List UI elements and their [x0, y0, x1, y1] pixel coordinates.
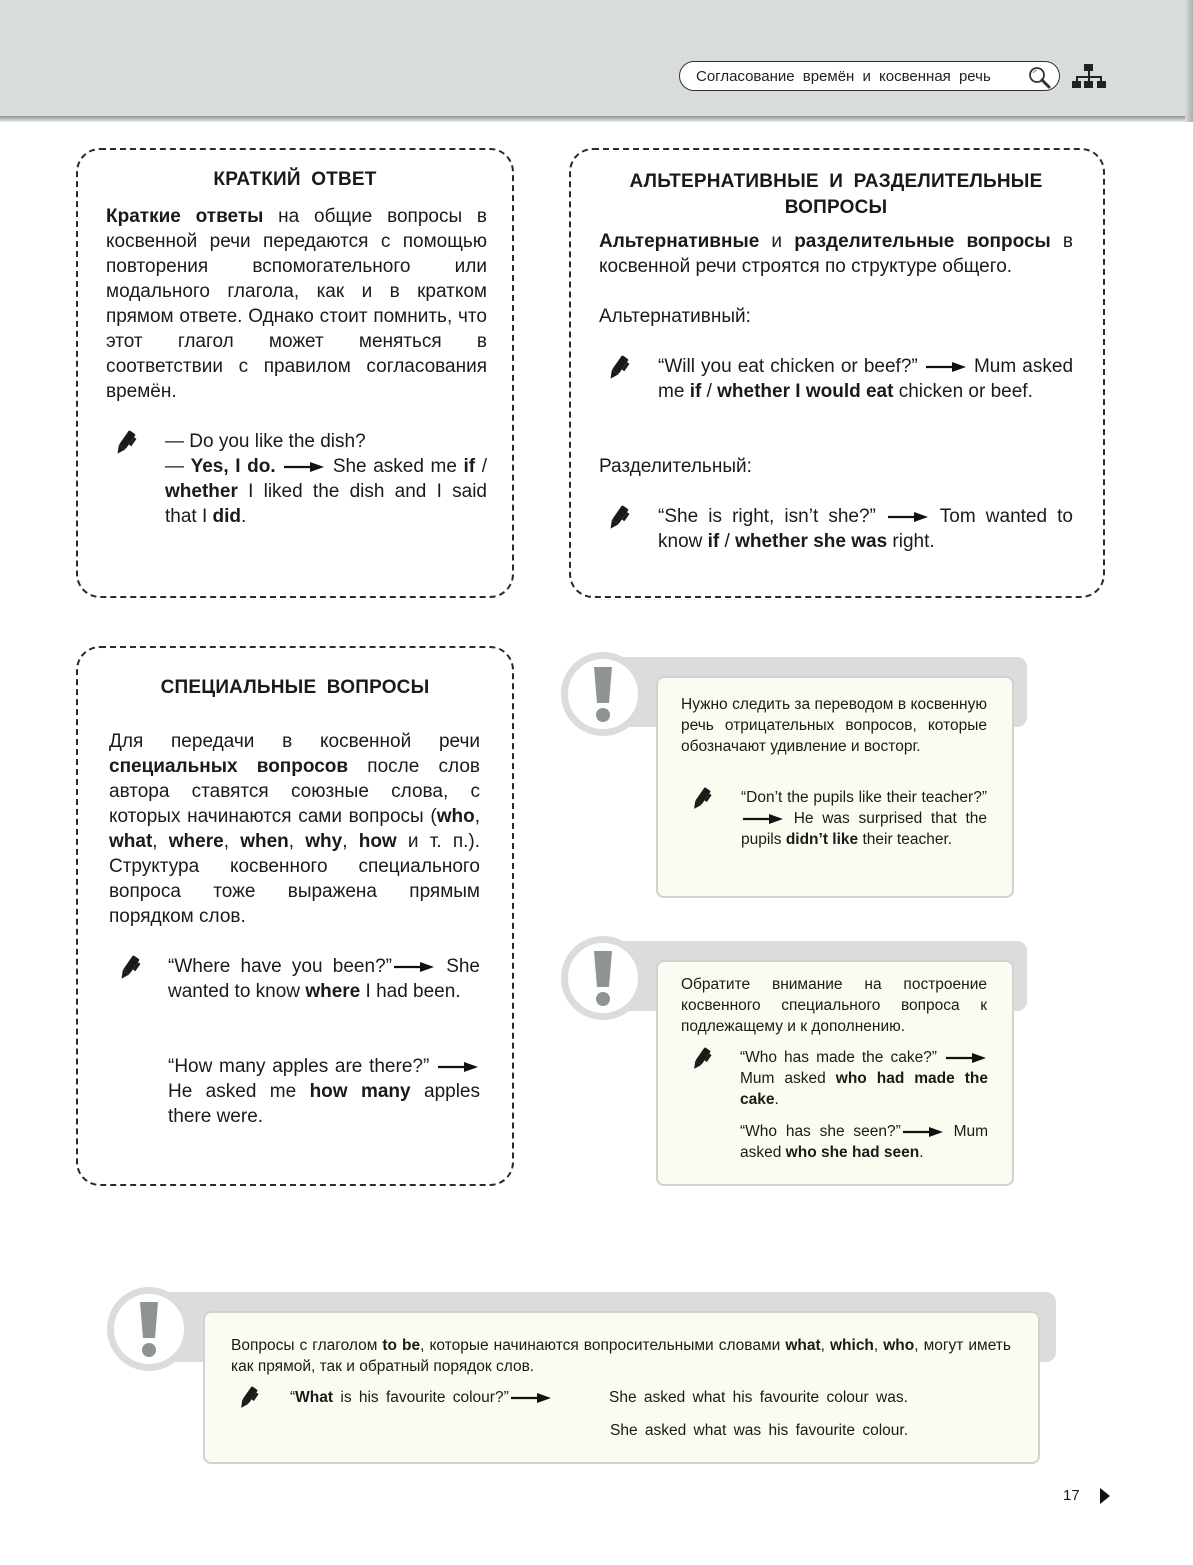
next-page-icon[interactable]	[1100, 1488, 1110, 1504]
pen-icon	[112, 428, 138, 458]
page-number: 17	[1063, 1487, 1080, 1504]
arrow-icon	[888, 511, 928, 523]
note-1-text: Нужно следить за переводом в косвенную речь отрицательных вопросов, которые обозначают удивление и восторг.	[681, 696, 987, 755]
arrow-icon	[743, 813, 783, 825]
special-example-2: “How many apples are there?” He asked me how many apples there were.	[168, 1056, 480, 1127]
arrow-icon	[511, 1392, 551, 1404]
arrow-icon	[903, 1126, 943, 1138]
special-example-1: “Where have you been?” She wanted to know where I had been.	[168, 956, 480, 1002]
arrow-icon	[946, 1052, 986, 1064]
term-short-answers: Краткие ответы	[106, 206, 264, 227]
hierarchy-icon[interactable]	[1072, 63, 1106, 91]
arrow-icon	[284, 461, 324, 473]
topic-search-text: Согласование времён и косвенная речь	[696, 67, 991, 85]
header-band	[0, 0, 1193, 116]
tag-example: “She is right, isn’t she?” Tom wanted to know if / whether she was right.	[658, 506, 1074, 552]
arrow-icon	[394, 961, 434, 973]
exclamation-icon	[591, 949, 615, 1007]
header-edge	[1185, 0, 1193, 122]
note-3-answer-1: She asked what his favourite colour was.	[609, 1389, 908, 1406]
pen-icon	[605, 503, 631, 533]
arrow-icon	[438, 1061, 478, 1073]
topic-search-bar[interactable]	[679, 61, 1060, 91]
magnifier-icon[interactable]	[1027, 65, 1051, 89]
note-3-text: Вопросы с глаголом to be, которые начинаются вопросительными словами what, which, who, могут иметь как прямой, так и обратный порядок слов.	[231, 1337, 1011, 1375]
card-special-text: Для передачи в косвенной речи специальных вопросов после слов автора ставятся союзные слова, с которых начинаются сами вопросы (who, what, where, when, why, how и т. п.). Структура косвенного специального вопроса тоже выражена прямым порядком слов.	[109, 731, 481, 927]
note-1-example: “Don’t the pupils like their teacher?” He was surprised that the pupils didn’t like their teacher.	[741, 789, 987, 848]
note-3-answer-2: She asked what was his favourite colour.	[610, 1422, 909, 1439]
header-shadow	[0, 116, 1193, 122]
note-1-circle	[561, 652, 645, 736]
card-special-questions-title: СПЕЦИАЛЬНЫЕ ВОПРОСЫ	[160, 677, 430, 698]
exclamation-icon	[137, 1300, 161, 1358]
pen-icon	[689, 785, 713, 813]
label-tag: Разделительный:	[599, 456, 752, 477]
card-short-answer-text: Краткие ответы на общие вопросы в косвенной речи передаются с помощью повторения вспомогательного или модального глагола, как и в кратком прямом ответе. Однако стоит помнить, что этот глагол может меняться в соответствии с правилом согласования времён.	[106, 206, 488, 402]
card-short-answer-title: КРАТКИЙ ОТВЕТ	[213, 169, 377, 190]
note-2-circle	[561, 936, 645, 1020]
card-alternative-tag-title: АЛЬТЕРНАТИВНЫЕ И РАЗДЕЛИТЕЛЬНЫЕ ВОПРОСЫ	[629, 171, 1043, 218]
note-2-example-2: “Who has she seen?” Mum asked who she had seen.	[740, 1123, 989, 1161]
card-alternative-intro: Альтернативные и разделительные вопросы в косвенной речи строятся по структуре общего.	[599, 231, 1074, 277]
arrow-icon	[926, 361, 966, 373]
exclamation-icon	[591, 665, 615, 723]
note-2-text: Обратите внимание на построение косвенного специального вопроса к подлежащему и к дополнению.	[681, 976, 987, 1035]
note-3-circle	[107, 1287, 191, 1371]
pen-icon	[689, 1045, 713, 1073]
note-3-question: “What is his favourite colour?”	[290, 1387, 610, 1408]
note-2-example-1: “Who has made the cake?” Mum asked who had made the cake.	[740, 1049, 988, 1108]
pen-icon	[236, 1384, 260, 1412]
alternative-example: “Will you eat chicken or beef?” Mum asked me if / whether I would eat chicken or beef.	[658, 356, 1074, 402]
card-short-answer-example: — Do you like the dish? — Yes, I do. She asked me if / whether I liked the dish and I said that I did.	[165, 431, 488, 527]
pen-icon	[116, 953, 142, 983]
pen-icon	[605, 353, 631, 383]
label-alternative: Альтернативный:	[599, 306, 751, 327]
